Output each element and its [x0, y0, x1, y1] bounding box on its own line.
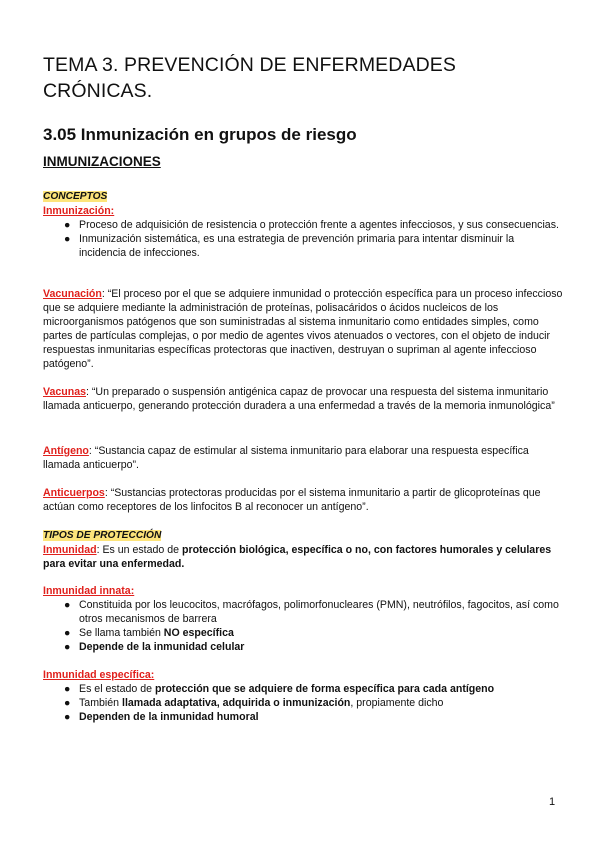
list-item: ● También llamada adaptativa, adquirida o inmunización, propiamente dicho	[64, 697, 444, 709]
anticuerpos-paragraph	[43, 486, 563, 514]
vacunas-text: : “Un preparado o suspensión antigénica capaz de provocar una respuesta del sistema inmunitario llamada anticuerpo, generando protección duradera a una enfermedad a través de la memoria inmunológica”	[43, 386, 555, 412]
anticuerpos-text: : “Sustancias protectoras producidas por el sistema inmunitario a partir de glicoproteínas que actúan como receptores de los linfocitos B al reconocer un antígeno”.	[43, 487, 541, 513]
inmunidad-text: : Es un estado de	[96, 544, 182, 556]
subsection-title: INMUNIZACIONES	[43, 154, 161, 169]
vacunacion-text: : “El proceso por el que se adquiere inmunidad o protección específica para un proceso infeccioso que se adquiere mediante la administración de proteínas, polisacáridos o ácidos nucleicos de los microorganismos patógenos que son suministradas al sistema inmunitario como entidades simples, como partes de partículas complejas, o por medio de agentes vivos atenuados o vectores, con el objeto de inducir respuestas inmunitarias específicas protectoras que inactiven, destruyan o supriman al agente infeccioso patógeno”.	[43, 288, 563, 370]
especifica-term: Inmunidad específica:	[43, 669, 155, 681]
innata-term: Inmunidad innata:	[43, 585, 135, 597]
innata-section	[43, 584, 563, 654]
vacunas-paragraph	[43, 385, 563, 413]
tipos-section	[43, 528, 563, 571]
vacunas-term: Vacunas	[43, 386, 86, 398]
inmunidad-term: Inmunidad	[43, 544, 97, 556]
especifica-list	[43, 682, 563, 724]
list-item: ● Es el estado de protección que se adquiere de forma específica para cada antígeno	[64, 683, 495, 695]
conceptos-label: CONCEPTOS	[43, 191, 108, 202]
list-item: ● Constituida por los leucocitos, macrófagos, polimorfonucleares (PMN), neutrófilos, fagocitos, así como otros mecanismos de barrera	[64, 599, 559, 625]
inmunidad-text-bold: protección biológica, específica o no, con factores humorales y celulares para evitar una enfermedad.	[43, 544, 552, 570]
list-item: ● Dependen de la inmunidad humoral	[64, 711, 259, 723]
section-title: 3.05 Inmunización en grupos de riesgo	[43, 125, 357, 144]
tipos-label: TIPOS DE PROTECCIÓN	[43, 530, 162, 541]
antigeno-paragraph	[43, 444, 563, 472]
antigeno-text: : “Sustancia capaz de estimular al sistema inmunitario para elaborar una respuesta específica llamada anticuerpo”.	[43, 445, 529, 471]
inmunizacion-list	[43, 218, 563, 260]
conceptos-section	[43, 189, 563, 260]
innata-list	[43, 598, 563, 654]
list-item: ● Depende de la inmunidad celular	[64, 641, 245, 653]
especifica-section	[43, 668, 563, 724]
inmunizacion-term: Inmunización:	[43, 205, 115, 217]
list-item: ● Se llama también NO específica	[64, 627, 234, 639]
vacunacion-paragraph	[43, 287, 563, 371]
page-title: TEMA 3. PREVENCIÓN DE ENFERMEDADES CRÓNICAS.	[43, 54, 456, 102]
vacunacion-term: Vacunación	[43, 288, 102, 300]
antigeno-term: Antígeno	[43, 445, 89, 457]
anticuerpos-term: Anticuerpos	[43, 487, 105, 499]
list-item: ● Proceso de adquisición de resistencia o protección frente a agentes infecciosos, y sus consecuencias.	[64, 219, 559, 231]
list-item: ● Inmunización sistemática, es una estrategia de prevención primaria para intentar disminuir la incidencia de infecciones.	[64, 233, 515, 259]
page-number: 1	[549, 796, 556, 808]
